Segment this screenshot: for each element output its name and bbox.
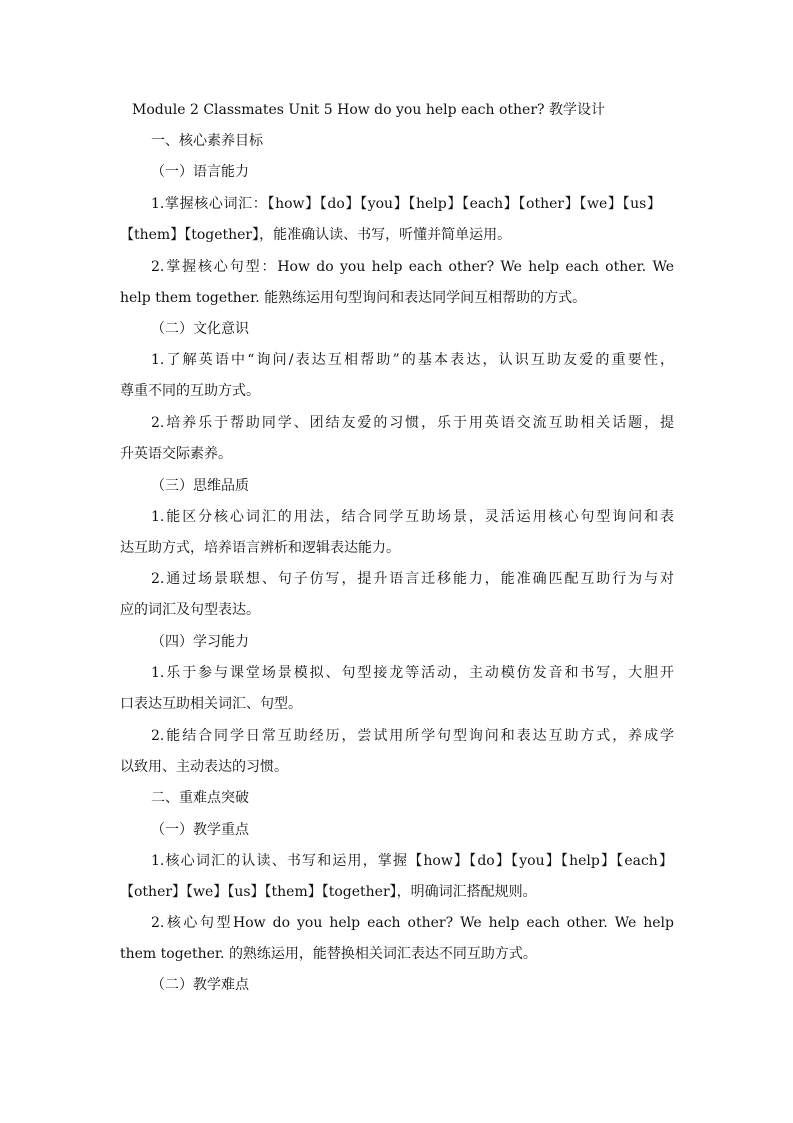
paragraph-line: 以致用、主动表达的习惯。 xyxy=(120,759,288,775)
document-title: Module 2 Classmates Unit 5 How do you help each other? 教学设计 xyxy=(132,102,605,118)
paragraph-line: 升英语交际素养。 xyxy=(120,446,232,462)
paragraph-line: them together. 的熟练运用，能替换相关词汇表达不同互助方式。 xyxy=(120,946,537,962)
paragraph-line: 1.核心词汇的认读、书写和运用，掌握【how】【do】【you】【help】【each】 xyxy=(151,853,673,869)
paragraph-line: 【other】【we】【us】【them】【together】，明确词汇搭配规则。 xyxy=(120,884,537,900)
subheading-teaching-difficulty: （二）教学难点 xyxy=(151,977,249,993)
paragraph-line: 2.通过场景联想、句子仿写，提升语言迁移能力，能准确匹配互助行为与对 xyxy=(151,571,674,587)
paragraph-line: help them together. 能熟练运用句型询问和表达同学间互相帮助的方式。 xyxy=(120,290,587,306)
subheading-cultural-awareness: （二）文化意识 xyxy=(151,321,249,337)
paragraph-line: 1.掌握核心词汇：【how】【do】【you】【help】【each】【other】【we】【us】 xyxy=(151,196,661,212)
paragraph-line: 口表达互助相关词汇、句型。 xyxy=(120,696,302,712)
paragraph-line: 【them】【together】，能准确认读、书写，听懂并简单运用。 xyxy=(120,227,512,243)
paragraph-line: 2.能结合同学日常互助经历，尝试用所学句型询问和表达互助方式，养成学 xyxy=(151,728,674,744)
paragraph-line: 2.培养乐于帮助同学、团结友爱的习惯，乐于用英语交流互助相关话题，提 xyxy=(151,415,674,431)
paragraph-line: 2.掌握核心句型：How do you help each other? We help each other. We xyxy=(151,259,674,275)
section-heading-key-points: 二、重难点突破 xyxy=(151,790,249,806)
paragraph-line: 1.能区分核心词汇的用法，结合同学互助场景，灵活运用核心句型询问和表 xyxy=(151,509,674,525)
paragraph-line: 达互助方式，培养语言辨析和逻辑表达能力。 xyxy=(120,540,400,556)
paragraph-line: 1.乐于参与课堂场景模拟、句型接龙等活动，主动模仿发音和书写，大胆开 xyxy=(151,665,674,681)
paragraph-line: 2.核心句型How do you help each other? We help each other. We help xyxy=(151,915,674,931)
subheading-language-ability: （一）语言能力 xyxy=(151,164,249,180)
paragraph-line: 应的词汇及句型表达。 xyxy=(120,602,260,618)
paragraph-line: 1.了解英语中“询问/表达互相帮助”的基本表达，认识互助友爱的重要性， xyxy=(151,352,674,368)
paragraph-line: 尊重不同的互助方式。 xyxy=(120,383,260,399)
subheading-learning-ability: （四）学习能力 xyxy=(151,634,249,650)
subheading-teaching-focus: （一）教学重点 xyxy=(151,822,249,838)
section-heading-core-goals: 一、核心素养目标 xyxy=(151,133,263,149)
subheading-thinking-quality: （三）思维品质 xyxy=(151,478,249,494)
